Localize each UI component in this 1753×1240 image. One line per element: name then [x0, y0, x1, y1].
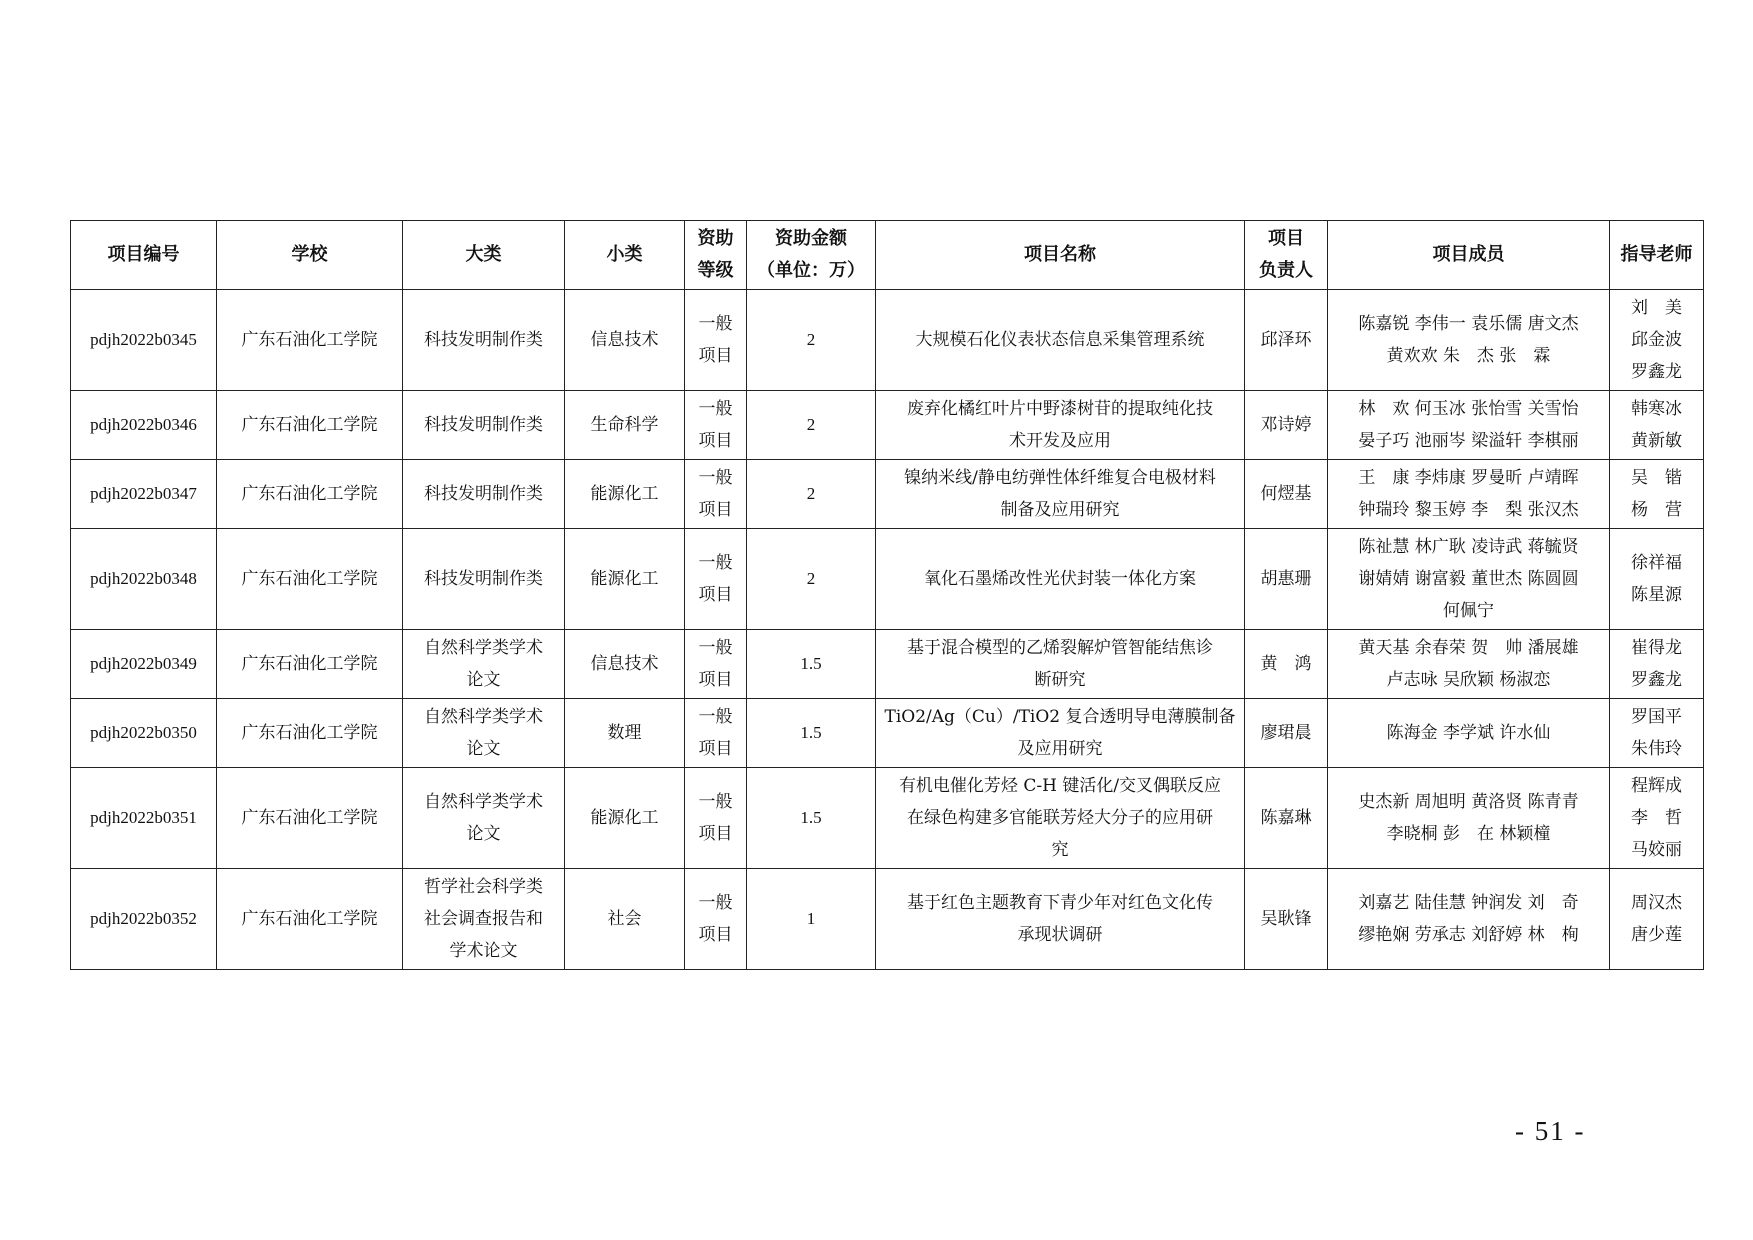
- header-text: 等级: [697, 260, 734, 281]
- table-row: [71, 460, 1704, 529]
- cell-project-leader: 邱泽环: [1245, 290, 1328, 391]
- cell-project-name: [876, 529, 1245, 630]
- cell-school: 广东石油化工学院: [217, 768, 403, 869]
- table-row: [71, 768, 1704, 869]
- cell-school: 广东石油化工学院: [217, 391, 403, 460]
- cell-line: 项目: [698, 431, 733, 451]
- cell-line: 缪艳娴 劳承志 刘舒婷 林 栒: [1358, 925, 1579, 945]
- project-table: [70, 220, 1704, 970]
- cell-line: 一般: [698, 707, 733, 727]
- cell-line: 氧化石墨烯改性光伏封装一体化方案: [924, 569, 1196, 589]
- cell-line: 科技发明制作类: [424, 330, 543, 350]
- cell-funding-amount: 2: [747, 391, 876, 460]
- cell-project-id: pdjh2022b0352: [71, 869, 217, 970]
- header-project-members: [1328, 221, 1610, 290]
- cell-project-leader: 邓诗婷: [1245, 391, 1328, 460]
- cell-project-id: pdjh2022b0345: [71, 290, 217, 391]
- page-number: - 51 -: [1515, 1116, 1586, 1146]
- cell-line: 大规模石化仪表状态信息采集管理系统: [915, 330, 1205, 350]
- cell-advisors: [1610, 768, 1704, 869]
- table-body: [71, 290, 1704, 970]
- cell-school: 广东石油化工学院: [217, 460, 403, 529]
- cell-advisors: [1610, 869, 1704, 970]
- cell-project-leader: 吴耿锋: [1245, 869, 1328, 970]
- header-text: 项目成员: [1432, 244, 1505, 265]
- header-funding-level: [685, 221, 747, 290]
- cell-category: [403, 529, 565, 630]
- cell-line: 一般: [698, 553, 733, 573]
- header-funding-amount: [747, 221, 876, 290]
- header-text: 学校: [291, 244, 328, 265]
- cell-project-id: pdjh2022b0351: [71, 768, 217, 869]
- cell-project-name: [876, 290, 1245, 391]
- header-text: 资助金额: [775, 228, 847, 249]
- header-project-id: [71, 221, 217, 290]
- cell-line: 谢婧婧 谢富毅 董世杰 陈圆圆: [1358, 569, 1579, 589]
- cell-funding-level: [685, 460, 747, 529]
- cell-line: 朱伟玲: [1631, 739, 1682, 759]
- cell-line: 程辉成: [1631, 776, 1682, 796]
- header-text: 指导老师: [1620, 244, 1693, 265]
- cell-line: 黄天基 余春荣 贺 帅 潘展雄: [1358, 638, 1579, 658]
- cell-line: 一般: [698, 468, 733, 488]
- cell-project-members: [1328, 630, 1610, 699]
- cell-line: 杨 营: [1631, 500, 1682, 520]
- cell-line: 钟瑞玲 黎玉婷 李 梨 张汉杰: [1358, 500, 1579, 520]
- cell-school: 广东石油化工学院: [217, 869, 403, 970]
- cell-project-members: [1328, 460, 1610, 529]
- cell-line: 究: [1051, 840, 1069, 860]
- cell-line: 断研究: [1034, 670, 1086, 690]
- cell-line: 项目: [698, 925, 733, 945]
- cell-line: 基于混合模型的乙烯裂解炉管智能结焦诊: [907, 638, 1213, 658]
- cell-line: 学术论文: [449, 941, 518, 961]
- header-text: 资助: [697, 228, 734, 249]
- cell-funding-amount: 1.5: [747, 699, 876, 768]
- cell-project-members: [1328, 529, 1610, 630]
- cell-funding-level: [685, 699, 747, 768]
- cell-project-leader: 何熤基: [1245, 460, 1328, 529]
- cell-line: 一般: [698, 893, 733, 913]
- cell-school: 广东石油化工学院: [217, 529, 403, 630]
- cell-line: 承现状调研: [1017, 925, 1103, 945]
- cell-line: 邱金波: [1631, 330, 1682, 350]
- cell-funding-amount: 2: [747, 460, 876, 529]
- cell-line: 罗鑫龙: [1631, 670, 1682, 690]
- cell-line: 自然科学类学术: [424, 792, 543, 812]
- cell-line: 陈祉慧 林广耿 凌诗武 蒋毓贤: [1358, 537, 1579, 557]
- cell-advisors: [1610, 290, 1704, 391]
- cell-subcategory: 能源化工: [565, 768, 685, 869]
- cell-line: 论文: [466, 670, 501, 690]
- table-row: [71, 529, 1704, 630]
- cell-line: 黄欢欢 朱 杰 张 霖: [1386, 346, 1551, 366]
- cell-line: 项目: [698, 824, 733, 844]
- cell-advisors: [1610, 460, 1704, 529]
- header-text: 负责人: [1259, 260, 1313, 281]
- cell-line: 徐祥福: [1631, 553, 1682, 573]
- table-row: [71, 391, 1704, 460]
- cell-line: 林 欢 何玉冰 张怡雪 关雪怡: [1358, 399, 1579, 419]
- cell-subcategory: 数理: [565, 699, 685, 768]
- cell-funding-amount: 1.5: [747, 768, 876, 869]
- cell-line: 科技发明制作类: [424, 484, 543, 504]
- cell-project-id: pdjh2022b0350: [71, 699, 217, 768]
- cell-project-name: [876, 460, 1245, 529]
- cell-advisors: [1610, 699, 1704, 768]
- cell-line: 罗鑫龙: [1631, 362, 1682, 382]
- cell-line: 项目: [698, 346, 733, 366]
- header-text: 小类: [606, 244, 643, 265]
- cell-category: [403, 290, 565, 391]
- cell-advisors: [1610, 391, 1704, 460]
- cell-category: [403, 630, 565, 699]
- cell-line: 哲学社会科学类: [424, 877, 543, 897]
- cell-project-leader: 廖珺晨: [1245, 699, 1328, 768]
- cell-subcategory: 能源化工: [565, 460, 685, 529]
- cell-funding-level: [685, 869, 747, 970]
- header-project-name: [876, 221, 1245, 290]
- header-text: 大类: [465, 244, 502, 265]
- cell-line: 刘 美: [1631, 298, 1682, 318]
- cell-line: 崔得龙: [1631, 638, 1682, 658]
- header-text: 项目: [1268, 228, 1304, 249]
- cell-line: 何佩宁: [1443, 601, 1494, 621]
- cell-line: 韩寒冰: [1631, 399, 1682, 419]
- cell-line: 项目: [698, 670, 733, 690]
- cell-line: 吴 锴: [1631, 468, 1682, 488]
- cell-line: 项目: [698, 500, 733, 520]
- cell-project-name: [876, 699, 1245, 768]
- cell-funding-amount: 1: [747, 869, 876, 970]
- cell-funding-level: [685, 391, 747, 460]
- cell-funding-amount: 2: [747, 290, 876, 391]
- cell-category: [403, 460, 565, 529]
- cell-project-id: pdjh2022b0349: [71, 630, 217, 699]
- table-row: [71, 699, 1704, 768]
- cell-project-members: [1328, 290, 1610, 391]
- cell-subcategory: 信息技术: [565, 290, 685, 391]
- cell-project-members: [1328, 869, 1610, 970]
- cell-line: 卢志咏 吴欣颖 杨淑恋: [1386, 670, 1551, 690]
- cell-project-name: [876, 768, 1245, 869]
- cell-project-members: [1328, 391, 1610, 460]
- cell-subcategory: 社会: [565, 869, 685, 970]
- cell-line: 史杰新 周旭明 黄洛贤 陈青青: [1358, 792, 1579, 812]
- cell-category: [403, 768, 565, 869]
- header-school: [217, 221, 403, 290]
- header-text: （单位：万）: [757, 260, 865, 281]
- cell-project-members: [1328, 768, 1610, 869]
- cell-line: 一般: [698, 638, 733, 658]
- cell-funding-level: [685, 290, 747, 391]
- cell-project-name: [876, 869, 1245, 970]
- cell-line: 社会调查报告和: [424, 909, 543, 929]
- cell-line: 一般: [698, 399, 733, 419]
- cell-line: 在绿色构建多官能联芳烃大分子的应用研: [907, 808, 1213, 828]
- cell-funding-level: [685, 630, 747, 699]
- cell-line: 科技发明制作类: [424, 569, 543, 589]
- cell-project-name: [876, 391, 1245, 460]
- cell-funding-amount: 1.5: [747, 630, 876, 699]
- cell-project-id: pdjh2022b0346: [71, 391, 217, 460]
- table-row: [71, 869, 1704, 970]
- cell-line: 王 康 李炜康 罗曼昕 卢靖晖: [1358, 468, 1579, 488]
- cell-line: TiO2/Ag（Cu）/TiO2 复合透明导电薄膜制备: [884, 707, 1236, 727]
- cell-project-leader: 黄 鸿: [1245, 630, 1328, 699]
- cell-line: 论文: [466, 739, 501, 759]
- cell-school: 广东石油化工学院: [217, 290, 403, 391]
- cell-line: 一般: [698, 792, 733, 812]
- header-project-leader: [1245, 221, 1328, 290]
- cell-funding-level: [685, 768, 747, 869]
- header-subcategory: [565, 221, 685, 290]
- cell-category: [403, 869, 565, 970]
- cell-line: 制备及应用研究: [1000, 500, 1120, 520]
- cell-line: 科技发明制作类: [424, 415, 543, 435]
- cell-project-members: [1328, 699, 1610, 768]
- cell-line: 基于红色主题教育下青少年对红色文化传: [907, 893, 1213, 913]
- cell-line: 陈嘉锐 李伟一 袁乐儒 唐文杰: [1358, 314, 1579, 334]
- cell-line: 晏子巧 池丽岑 梁溢轩 李棋丽: [1358, 431, 1579, 451]
- cell-line: 自然科学类学术: [424, 707, 543, 727]
- cell-project-id: pdjh2022b0348: [71, 529, 217, 630]
- cell-line: 及应用研究: [1017, 739, 1103, 759]
- cell-line: 有机电催化芳烃 C-H 键活化/交叉偶联反应: [898, 776, 1222, 796]
- cell-category: [403, 699, 565, 768]
- table-header-row: [71, 221, 1704, 290]
- header-advisors: [1610, 221, 1704, 290]
- cell-project-leader: 胡惠珊: [1245, 529, 1328, 630]
- cell-school: 广东石油化工学院: [217, 630, 403, 699]
- cell-project-id: pdjh2022b0347: [71, 460, 217, 529]
- cell-line: 项目: [698, 585, 733, 605]
- cell-funding-level: [685, 529, 747, 630]
- cell-line: 陈海金 李学斌 许水仙: [1386, 723, 1551, 743]
- cell-subcategory: 能源化工: [565, 529, 685, 630]
- cell-category: [403, 391, 565, 460]
- cell-line: 论文: [466, 824, 501, 844]
- cell-line: 项目: [698, 739, 733, 759]
- cell-subcategory: 信息技术: [565, 630, 685, 699]
- cell-line: 镍纳米线/静电纺弹性体纤维复合电极材料: [904, 468, 1216, 488]
- cell-line: 黄新敏: [1631, 431, 1682, 451]
- cell-line: 术开发及应用: [1009, 431, 1111, 451]
- cell-line: 周汉杰: [1631, 893, 1682, 913]
- cell-line: 陈星源: [1631, 585, 1682, 605]
- cell-subcategory: 生命科学: [565, 391, 685, 460]
- cell-line: 一般: [698, 314, 733, 334]
- cell-line: 自然科学类学术: [424, 638, 543, 658]
- cell-line: 马姣丽: [1631, 840, 1682, 860]
- table-row: [71, 630, 1704, 699]
- cell-funding-amount: 2: [747, 529, 876, 630]
- header-text: 项目编号: [107, 244, 180, 265]
- table-row: [71, 290, 1704, 391]
- cell-line: 李 哲: [1631, 808, 1682, 828]
- cell-advisors: [1610, 630, 1704, 699]
- cell-line: 罗国平: [1631, 707, 1682, 727]
- header-text: 项目名称: [1024, 244, 1096, 265]
- cell-line: 唐少莲: [1631, 925, 1682, 945]
- cell-line: 李晓桐 彭 在 林颖橦: [1386, 824, 1551, 844]
- cell-line: 废弃化橘红叶片中野漆树苷的提取纯化技: [907, 399, 1213, 419]
- header-category: [403, 221, 565, 290]
- cell-project-leader: 陈嘉琳: [1245, 768, 1328, 869]
- cell-project-name: [876, 630, 1245, 699]
- cell-line: 刘嘉艺 陆佳慧 钟润发 刘 奇: [1358, 893, 1579, 913]
- cell-advisors: [1610, 529, 1704, 630]
- cell-school: 广东石油化工学院: [217, 699, 403, 768]
